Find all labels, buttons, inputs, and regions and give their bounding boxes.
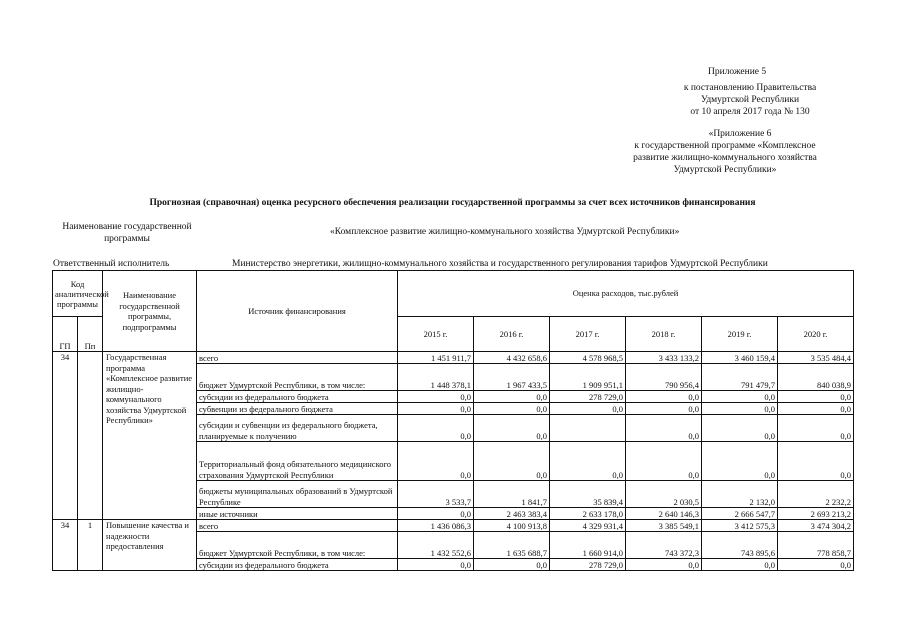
- cell-value: 0,0: [474, 391, 550, 403]
- cell-value: 0,0: [626, 442, 702, 481]
- cell-value: 1 635 688,7: [474, 532, 550, 559]
- cell-source: бюджеты муниципальных образований в Удмуртской Республике: [197, 481, 398, 508]
- header-estimate: Оценка расходов, тыс.рублей: [398, 271, 854, 317]
- cell-value: 0,0: [550, 442, 626, 481]
- cell-source: субвенции из федерального бюджета: [197, 403, 398, 415]
- program-ref-line-1: к государственной программе «Комплексное: [634, 141, 816, 151]
- document-title: Прогнозная (справочная) оценка ресурсного обеспечения реализации государственной программы за счет всех источников финансирования: [149, 198, 756, 208]
- decree-line-3: от 10 апреля 2017 года № 130: [690, 107, 810, 117]
- cell-value: 3 412 575,3: [702, 520, 778, 532]
- cell-value: 0,0: [626, 391, 702, 403]
- cell-value: 2 132,0: [702, 481, 778, 508]
- decree-line-2: Удмуртской Республики: [700, 95, 800, 105]
- cell-value: 0,0: [702, 415, 778, 442]
- cell-value: 0,0: [778, 442, 854, 481]
- program-name-value: «Комплексное развитие жилищно-коммунального хозяйства Удмуртской Республики»: [330, 227, 680, 237]
- cell-source: Территориальный фонд обязательного медицинского страхования Удмуртской Республики: [197, 442, 398, 481]
- cell-value: 0,0: [474, 559, 550, 571]
- cell-value: 0,0: [778, 415, 854, 442]
- cell-program-name: Повышение качества и надежности предоставления: [103, 520, 197, 571]
- table-row: [53, 520, 854, 532]
- cell-value: 1 448 378,1: [398, 364, 474, 391]
- cell-value: 2 693 213,2: [778, 508, 854, 520]
- header-source: Источник финансирования: [197, 271, 398, 352]
- cell-value: 3 433 133,2: [626, 352, 702, 364]
- header-program-name: Наименование государственной программы, подпрограммы: [103, 271, 197, 352]
- cell-value: 1 451 911,7: [398, 352, 474, 364]
- header-pp: Пп: [78, 317, 103, 352]
- cell-value: 0,0: [702, 442, 778, 481]
- cell-value: 3 535 484,4: [778, 352, 854, 364]
- cell-value: 3 474 304,2: [778, 520, 854, 532]
- cell-gp: 34: [53, 520, 78, 571]
- program-ref-line-2: развитие жилищно-коммунального хозяйства: [633, 153, 817, 163]
- cell-value: 0,0: [702, 391, 778, 403]
- appendix-5-label: Приложение 5: [708, 67, 767, 77]
- cell-value: 0,0: [398, 442, 474, 481]
- cell-value: 3 460 159,4: [702, 352, 778, 364]
- cell-value: 0,0: [626, 403, 702, 415]
- cell-value: 3 533,7: [398, 481, 474, 508]
- cell-value: 2 633 178,0: [550, 508, 626, 520]
- cell-source: субсидии и субвенции из федерального бюджета, планируемые к получению: [197, 415, 398, 442]
- cell-source: всего: [197, 520, 398, 532]
- cell-value: 278 729,0: [550, 559, 626, 571]
- cell-value: 0,0: [550, 403, 626, 415]
- cell-value: 1 909 951,1: [550, 364, 626, 391]
- cell-value: 0,0: [626, 559, 702, 571]
- cell-value: 743 895,6: [702, 532, 778, 559]
- cell-value: 0,0: [474, 415, 550, 442]
- cell-source: субсидии из федерального бюджета: [197, 391, 398, 403]
- cell-value: 0,0: [702, 403, 778, 415]
- cell-value: 0,0: [398, 403, 474, 415]
- cell-value: 791 479,7: [702, 364, 778, 391]
- cell-value: 4 578 968,5: [550, 352, 626, 364]
- table-row: [53, 352, 854, 364]
- header-year: 2018 г.: [626, 317, 702, 352]
- cell-source: бюджет Удмуртской Республики, в том числе:: [197, 364, 398, 391]
- cell-value: 0,0: [474, 442, 550, 481]
- cell-value: 2 030,5: [626, 481, 702, 508]
- cell-source: иные источники: [197, 508, 398, 520]
- cell-value: 0,0: [398, 415, 474, 442]
- cell-value: 0,0: [778, 391, 854, 403]
- cell-value: 743 372,3: [626, 532, 702, 559]
- cell-value: 1 660 914,0: [550, 532, 626, 559]
- cell-value: 0,0: [398, 391, 474, 403]
- cell-value: 4 329 931,4: [550, 520, 626, 532]
- header-year: 2016 г.: [474, 317, 550, 352]
- cell-value: 2 232,2: [778, 481, 854, 508]
- header-year: 2019 г.: [702, 317, 778, 352]
- cell-value: [550, 415, 626, 442]
- cell-value: 3 385 549,1: [626, 520, 702, 532]
- cell-value: 0,0: [778, 403, 854, 415]
- cell-value: 0,0: [474, 403, 550, 415]
- header-code: Код аналитической программы: [53, 271, 103, 317]
- header-year: 2020 г.: [778, 317, 854, 352]
- cell-value: 2 640 146,3: [626, 508, 702, 520]
- cell-value: 4 100 913,8: [474, 520, 550, 532]
- cell-value: 1 432 552,6: [398, 532, 474, 559]
- cell-source: бюджет Удмуртской Республики, в том числе:: [197, 532, 398, 559]
- cell-program-name: Государственная программа «Комплексное развитие жилищно-коммунального хозяйства Удмуртской Республики»: [103, 352, 197, 520]
- cell-value: 790 956,4: [626, 364, 702, 391]
- cell-pp: 1: [78, 520, 103, 571]
- cell-value: 0,0: [398, 508, 474, 520]
- executor-value: Министерство энергетики, жилищно-коммунального хозяйства и государственного регулирования тарифов Удмуртской Республики: [232, 259, 768, 269]
- cell-value: 778 858,7: [778, 532, 854, 559]
- cell-value: 1 436 086,3: [398, 520, 474, 532]
- cell-value: 0,0: [778, 559, 854, 571]
- program-name-label: Наименование государственной программы: [62, 222, 192, 244]
- cell-pp: [78, 352, 103, 520]
- cell-value: 1 967 433,5: [474, 364, 550, 391]
- cell-source: субсидии из федерального бюджета: [197, 559, 398, 571]
- cell-source: всего: [197, 352, 398, 364]
- cell-value: 278 729,0: [550, 391, 626, 403]
- cell-value: 0,0: [702, 559, 778, 571]
- cell-value: 1 841,7: [474, 481, 550, 508]
- program-ref-line-3: Удмуртской Республики»: [673, 165, 777, 175]
- cell-value: 0,0: [398, 559, 474, 571]
- executor-label: Ответственный исполнитель: [53, 259, 170, 269]
- appendix-6-label: «Приложение 6: [708, 129, 772, 139]
- decree-reference: [660, 82, 840, 118]
- cell-value: 840 038,9: [778, 364, 854, 391]
- cell-value: 2 463 383,4: [474, 508, 550, 520]
- header-gp: ГП: [53, 317, 78, 352]
- cell-value: 0,0: [626, 415, 702, 442]
- resource-table: [52, 270, 854, 571]
- header-year: 2017 г.: [550, 317, 626, 352]
- decree-line-1: к постановлению Правительства: [683, 83, 817, 93]
- program-reference: [600, 140, 850, 176]
- cell-value: 35 839,4: [550, 481, 626, 508]
- cell-value: 4 432 658,6: [474, 352, 550, 364]
- cell-gp: 34: [53, 352, 78, 520]
- cell-value: 2 666 547,7: [702, 508, 778, 520]
- header-year: 2015 г.: [398, 317, 474, 352]
